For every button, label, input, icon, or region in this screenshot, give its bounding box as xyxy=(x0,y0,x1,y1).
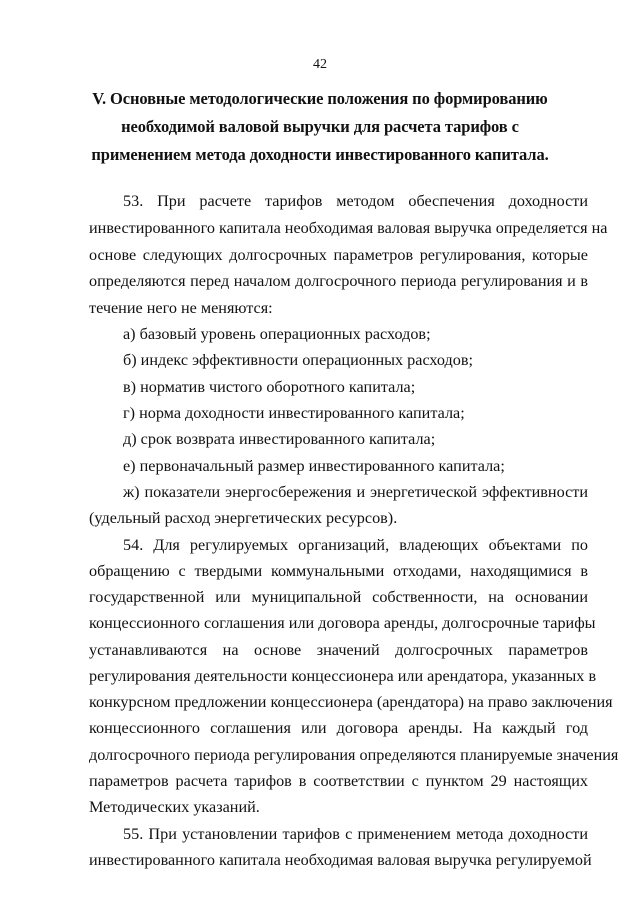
paragraph-54-line: параметров расчета тарифов в соответствии с пунктом 29 настоящих xyxy=(89,772,588,790)
paragraph-54-line: устанавливаются на основе значений долгосрочных параметров xyxy=(89,641,588,659)
paragraph-53-line: основе следующих долгосрочных параметров регулирования, которые xyxy=(89,246,588,264)
list-item: (удельный расход энергетических ресурсов). xyxy=(89,509,398,527)
list-item: б) индекс эффективности операционных расходов; xyxy=(123,351,473,369)
paragraph-55-line: инвестированного капитала необходимая валовая выручка регулируемой xyxy=(89,851,592,869)
paragraph-53-line: инвестированного капитала необходимая валовая выручка определяется на xyxy=(89,219,608,237)
paragraph-54-line: Методических указаний. xyxy=(89,798,260,816)
list-item: г) норма доходности инвестированного капитала; xyxy=(123,404,465,422)
paragraph-54-line: 54. Для регулируемых организаций, владеющих объектами по xyxy=(123,536,588,554)
list-item: д) срок возврата инвестированного капитала; xyxy=(123,430,436,448)
list-item: ж) показатели энергосбережения и энергетической эффективности xyxy=(123,483,588,501)
paragraph-53-line: определяются перед началом долгосрочного периода регулирования и в xyxy=(89,272,588,290)
paragraph-53-line: 53. При расчете тарифов методом обеспечения доходности xyxy=(123,192,588,210)
section-heading-line-1: V. Основные методологические положения по формированию xyxy=(92,89,548,108)
paragraph-54-line: государственной или муниципальной собственности, на основании xyxy=(89,588,588,606)
section-heading-line-2: необходимой валовой выручки для расчета тарифов с xyxy=(121,117,519,136)
paragraph-55-line: 55. При установлении тарифов с применением метода доходности xyxy=(123,825,588,843)
page-number: 42 xyxy=(313,57,327,72)
list-item: а) базовый уровень операционных расходов; xyxy=(123,325,431,343)
paragraph-54-line: обращению с твердыми коммунальными отходами, находящимися в xyxy=(89,562,588,580)
paragraph-54-line: конкурсном предложении концессионера (арендатора) на право заключения xyxy=(89,693,613,711)
section-heading-line-3: применением метода доходности инвестированного капитала. xyxy=(91,145,549,164)
list-item: е) первоначальный размер инвестированного капитала; xyxy=(123,457,505,475)
paragraph-54-line: концессионного соглашения или договора аренды, долгосрочные тарифы xyxy=(89,614,596,632)
list-item: в) норматив чистого оборотного капитала; xyxy=(123,378,416,396)
paragraph-54-line: регулирования деятельности концессионера или арендатора, указанных в xyxy=(89,667,597,685)
paragraph-54-line: долгосрочного периода регулирования определяются планируемые значения xyxy=(89,746,619,764)
paragraph-54-line: концессионного соглашения или договора аренды. На каждый год xyxy=(89,719,588,737)
paragraph-53-line: течение него не меняются: xyxy=(89,299,273,317)
